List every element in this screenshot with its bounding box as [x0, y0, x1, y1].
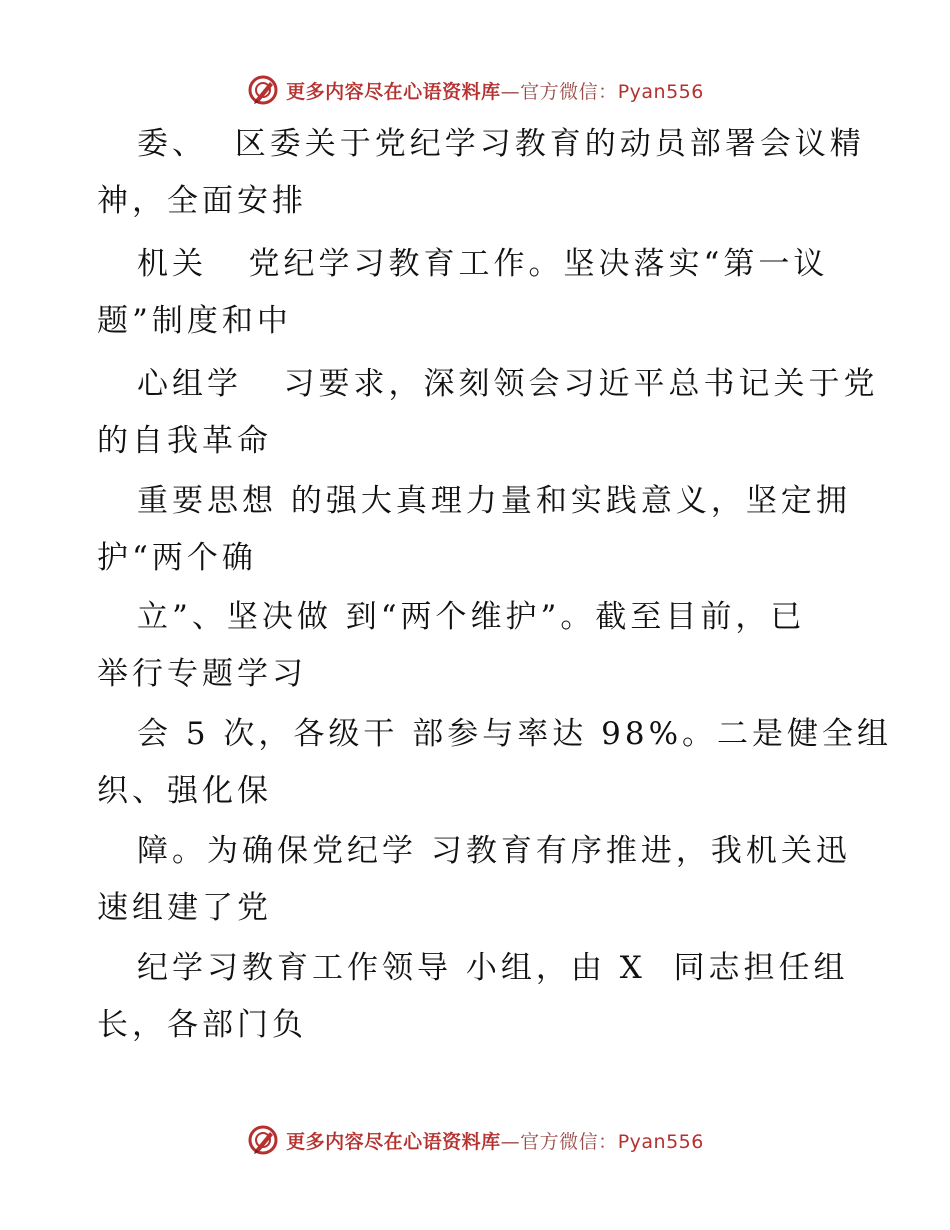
body-line: 护“两个确 [97, 540, 257, 576]
body-line: 重要思想 的强大真理力量和实践意义，坚定拥 [137, 483, 851, 519]
body-line: 纪学习教育工作领导 小组，由 X 同志担任组 [137, 950, 849, 986]
watermark-separator: — [500, 1130, 521, 1153]
body-line: 的自我革命 [97, 423, 272, 459]
pen-logo-icon [246, 1123, 280, 1157]
body-line: 委、 区委关于党纪学习教育的动员部署会议精 [137, 126, 865, 162]
watermark-account: Pyan556 [617, 1130, 704, 1153]
watermark-brand: 更多内容尽在心语资料库 [286, 1130, 501, 1153]
body-line: 机关 党纪学习教育工作。坚决落实“第一议 [137, 246, 829, 282]
body-line: 障。为确保党纪学 习教育有序推进，我机关迅 [137, 833, 851, 869]
body-line: 心组学 习要求，深刻领会习近平总书记关于党 [137, 366, 879, 402]
watermark-brand: 更多内容尽在心语资料库 [286, 80, 501, 103]
footer-watermark [0, 1120, 950, 1160]
watermark-wechat-label: 官方微信： [520, 1130, 618, 1153]
body-line: 举行专题学习 [97, 656, 307, 692]
body-line: 速组建了党 [97, 890, 272, 926]
watermark-account: Pyan556 [617, 80, 704, 103]
watermark-text [286, 77, 704, 104]
watermark-separator: — [500, 80, 521, 103]
body-line: 神，全面安排 [97, 183, 307, 219]
body-line: 长，各部门负 [97, 1007, 307, 1043]
body-line: 题”制度和中 [97, 303, 292, 339]
watermark-wechat-label: 官方微信： [520, 80, 618, 103]
pen-logo-icon [246, 73, 280, 107]
body-line: 立”、坚决做 到“两个维护”。截至目前，已 [137, 599, 806, 635]
body-line: 会 5 次，各级干 部参与率达 98%。二是健全组 [137, 716, 893, 752]
body-line: 织、强化保 [97, 773, 272, 809]
watermark-text [286, 1127, 704, 1154]
header-watermark [0, 70, 950, 110]
